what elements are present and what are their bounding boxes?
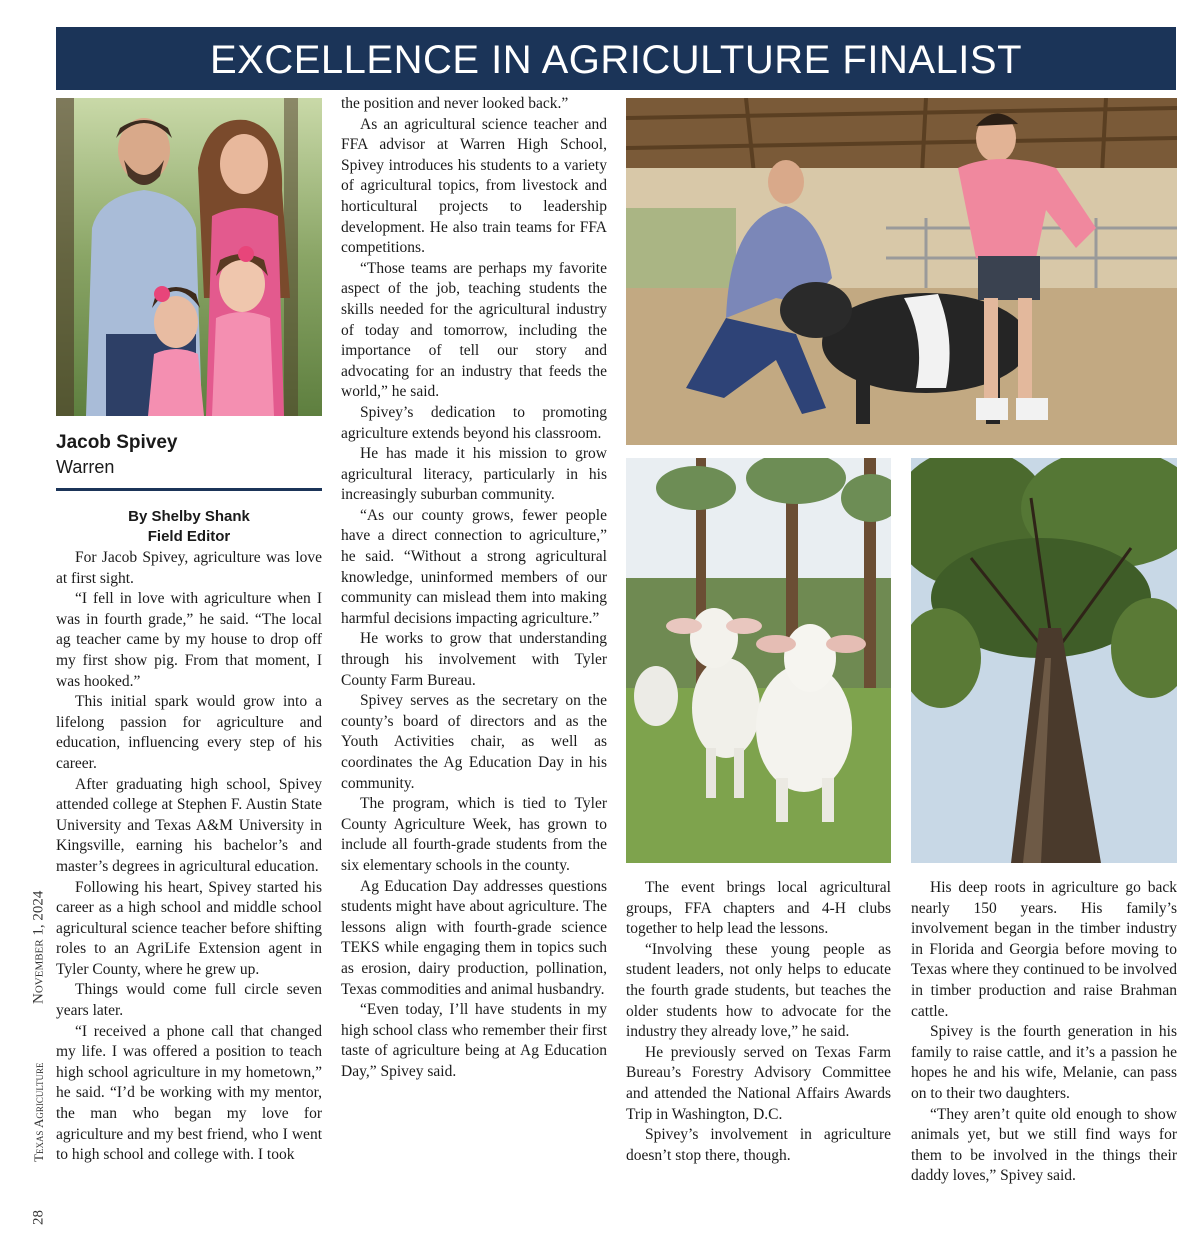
profile-location: Warren — [56, 457, 115, 477]
article-column-4 — [911, 878, 1177, 1187]
article-paragraph: “Those teams are perhaps my favorite aspect of the job, teaching students the skills needed for the agricultural industry of today and tomorrow, including the importance of tell our story and advocating for an industry that feeds the world,” he said. — [341, 259, 607, 401]
article-paragraph: Spivey is the fourth generation in his family to raise cattle, and it’s a passion he hopes he and his wife, Melanie, can pass on to their two daughters. — [911, 1023, 1177, 1102]
article-paragraph: He works to grow that understanding through his involvement with Tyler County Farm Bureau. — [341, 630, 607, 689]
byline — [56, 507, 322, 546]
pine-tree-canopy-photo — [911, 458, 1177, 863]
profile-divider — [56, 488, 322, 491]
article-paragraph: “I fell in love with agriculture when I was in fourth grade,” he said. “The local ag teacher came by my house to drop off my first show pig. From that moment, I was hooked.” — [56, 590, 322, 690]
article-paragraph: Ag Education Day addresses questions students might have about agriculture. The lessons align with fourth-grade science TEKS while engaging them in topics such as erosion, dairy production, pollination, Texas commodities and animal husbandry. — [341, 877, 607, 998]
profile-name: Jacob Spivey — [56, 432, 178, 453]
folio-publication: Texas Agriculture — [31, 1062, 46, 1162]
article-paragraph: “As our county grows, fewer people have a direct connection to agriculture,” he said. “Without a strong agricultural knowledge, uninformed members of our community can mislead them into making harmful decisions impacting agriculture.” — [341, 506, 607, 627]
article-paragraph: Following his heart, Spivey started his career as a high school and middle school agricultural science teacher before shifting roles to an AgriLife Extension agent in Tyler County, where he grew up. — [56, 878, 322, 978]
article-column-3 — [626, 878, 891, 1166]
article-paragraph: For Jacob Spivey, agriculture was love at first sight. — [56, 549, 322, 587]
article-paragraph: This initial spark would grow into a lifelong passion for agriculture and education, influencing every step of his career. — [56, 693, 322, 772]
barn-show-pig-photo — [626, 98, 1177, 445]
article-paragraph: “Even today, I’ll have students in my high school class who remember their first taste of agriculture being at Ag Education Day,” Spivey said. — [341, 1001, 607, 1080]
byline-author: By Shelby Shank — [128, 508, 250, 525]
article-paragraph: As an agricultural science teacher and FFA advisor at Warren High School, Spivey introduces his students to a variety of agricultural topics, from livestock and horticultural projects to leadership development. He also train teams for FFA competitions. — [341, 115, 607, 257]
article-paragraph: “Involving these young people as student leaders, not only helps to educate the fourth grade students, but teaches the older students how to advocate for the industry they already love,” he said. — [626, 940, 891, 1041]
article-paragraph: His deep roots in agriculture go back nearly 150 years. His family’s involvement began in the timber industry in Florida and Georgia before moving to Texas where they continued to be involved in timber production and raise Brahman cattle. — [911, 879, 1177, 1020]
article-paragraph: Spivey’s dedication to promoting agriculture extends beyond his classroom. — [341, 403, 607, 442]
article-paragraph: “They aren’t quite old enough to show animals yet, but we still find ways for them to be involved in the things their daddy loves,” Spivey said. — [911, 1105, 1177, 1185]
folio-page-number: 28 — [30, 1210, 47, 1226]
article-paragraph: The program, which is tied to Tyler County Agriculture Week, has grown to include all fourth-grade students from the six elementary schools in the county. — [341, 795, 607, 874]
profile-block — [56, 432, 322, 478]
article-paragraph: After graduating high school, Spivey attended college at Stephen F. Austin State University and Texas A&M University in Kingsville, earning his bachelor’s and master’s degrees in agricultural education. — [56, 775, 322, 875]
article-paragraph: Spivey serves as the secretary on the county’s board of directors and as the Youth Activities chair, as well as coordinates the Ag Education Day in his community. — [341, 692, 607, 792]
article-paragraph: He previously served on Texas Farm Bureau’s Forestry Advisory Committee and attended the National Affairs Awards Trip in Washington, D.C. — [626, 1043, 891, 1123]
article-paragraph: Things would come full circle seven years later. — [56, 981, 322, 1020]
article-column-1 — [56, 548, 322, 1166]
article-paragraph: He has made it his mission to grow agricultural literacy, particularly in his increasingly suburban community. — [341, 445, 607, 504]
article-paragraph: the position and never looked back.” — [341, 95, 569, 112]
article-column-2 — [341, 94, 607, 1083]
article-paragraph: The event brings local agricultural groups, FFA chapters and 4-H clubs together to help lead the lessons. — [626, 879, 891, 938]
family-portrait-photo — [56, 98, 322, 416]
brahman-cattle-photo — [626, 458, 891, 863]
article-paragraph: “I received a phone call that changed my life. I was offered a position to teach high school agriculture in my hometown,” he said. “I’d be working with my mentor, the man who began my love for agriculture and my best friend, who I went to high school and college with. I took — [56, 1022, 322, 1164]
byline-title: Field Editor — [147, 527, 231, 545]
article-paragraph: Spivey’s involvement in agriculture doesn’t stop there, though. — [626, 1126, 891, 1164]
section-banner: EXCELLENCE IN AGRICULTURE FINALIST — [56, 27, 1176, 90]
folio-date: November 1, 2024 — [30, 890, 47, 1004]
